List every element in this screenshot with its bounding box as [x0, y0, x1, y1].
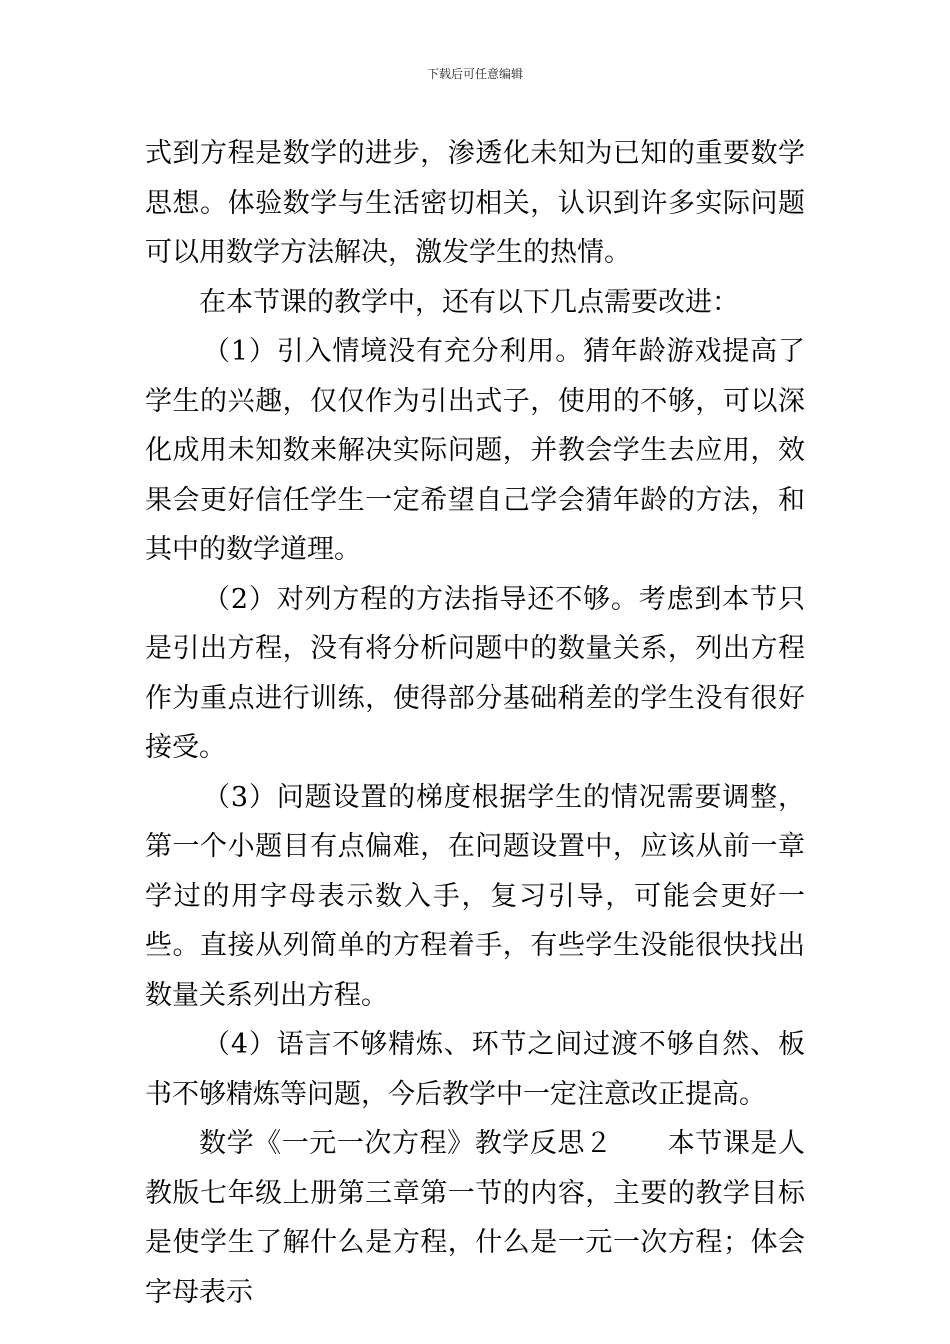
paragraph-point-4: （4）语言不够精炼、环节之间过渡不够自然、板书不够精炼等问题，今后教学中一定注意改正提高。	[145, 1029, 805, 1110]
paragraph-reflection-2: 数学《一元一次方程》教学反思２ 本节课是人教版七年级上册第三章第一节的内容，主要的教学目标是使学生了解什么是方程，什么是一元一次方程；体会字母表示	[145, 1128, 805, 1308]
paragraph-point-3: （3）问题设置的梯度根据学生的情况需要调整，第一个小题目有点偏难，在问题设置中，应该从前一章学过的用字母表示数入手，复习引导，可能会更好一些。直接从列简单的方程着手，有些学生没能很快找出数量关系列出方程。	[145, 781, 805, 1011]
paragraph-improvements-intro: 在本节课的教学中，还有以下几点需要改进：	[199, 286, 739, 318]
paragraph-continuation: 式到方程是数学的进步，渗透化未知为已知的重要数学思想。体验数学与生活密切相关，认识到许多实际问题可以用数学方法解决，激发学生的热情。	[145, 138, 805, 268]
document-body	[145, 129, 805, 1317]
paragraph-point-2: （2）对列方程的方法指导还不够。考虑到本节只是引出方程，没有将分析问题中的数量关系，列出方程作为重点进行训练，使得部分基础稍差的学生没有很好接受。	[145, 583, 805, 763]
paragraph-point-1: （1）引入情境没有充分利用。猜年龄游戏提高了学生的兴趣，仅仅作为引出式子，使用的不够，可以深化成用未知数来解决实际问题，并教会学生去应用，效果会更好信任学生一定希望自己学会猜年龄的方法，和其中的数学道理。	[145, 336, 805, 565]
page-header: 下载后可任意编辑	[426, 67, 523, 81]
